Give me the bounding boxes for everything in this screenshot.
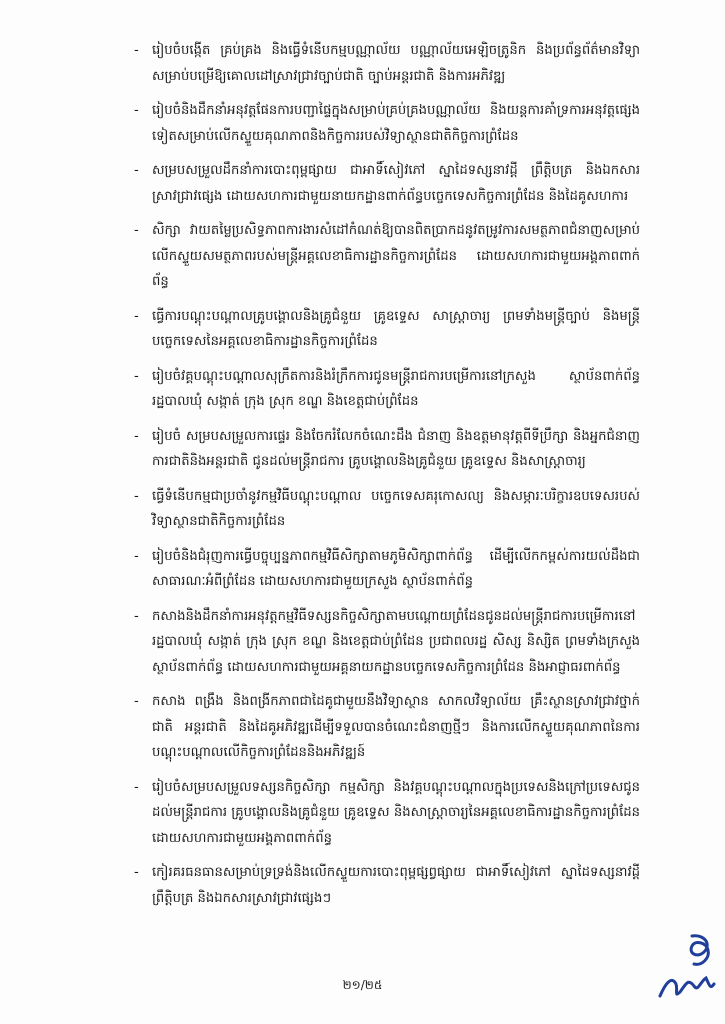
list-item bbox=[128, 424, 640, 475]
signature-stroke-lower bbox=[660, 978, 714, 996]
list-item-text: សិក្សា វាយតម្លៃប្រសិទ្ធភាពការងារសំដៅកំណត់ឱ្យបានពិតប្រាកដនូវតម្រូវការសមត្ថភាពជំនាញសម្រាប់លើកស្ទួយសមត្ថភាពរបស់មន្ត្រីអគ្គលេខាធិការដ្ឋានកិច្ចការព្រំដែន ដោយសហការជាមួយអង្គភាពពាក់ព័ន្ធ bbox=[152, 223, 640, 289]
list-item bbox=[128, 364, 640, 415]
duty-list bbox=[128, 38, 640, 920]
bullet-dash: - bbox=[134, 608, 139, 624]
list-item bbox=[128, 775, 640, 852]
list-item bbox=[128, 304, 640, 355]
bullet-dash: - bbox=[134, 865, 139, 880]
list-item-text: កសាងនិងដឹកនាំការអនុវត្តកម្មវិធីទស្សនកិច្ចសិក្សាតាមបណ្តោយព្រំដែនជូនដល់មន្ត្រីរាជការបម្រើការនៅរដ្ឋបាលឃុំ សង្កាត់ ក្រុង ស្រុក ខណ្ឌ និងខេត្តជាប់ព្រំដែន ប្រជាពលរដ្ឋ សិស្ស និស្សិត ព្រមទាំងក្រសួង ស្ថាប័នពាក់ព័ន្ធ ដោយសហការជាមួយអគ្គនាយកដ្ឋានបច្ចេកទេសកិច្ចការព្រំដែន និងអាជ្ញាធរពាក់ព័ន្ធ bbox=[152, 608, 640, 675]
bullet-dash: - bbox=[134, 779, 139, 795]
list-item-text: ធ្វើទំនើបកម្មជាប្រចាំនូវកម្មវិធីបណ្តុះបណ្តាល បច្ចេកទេសគរុកោសល្យ និងសម្ភារៈបរិក្ខារឧបទេសរបស់វិទ្យាស្ថានជាតិកិច្ចការព្រំដែន bbox=[152, 488, 640, 529]
bullet-dash: - bbox=[134, 308, 139, 324]
bullet-dash: - bbox=[134, 223, 139, 238]
list-item-text: រៀបចំនិងដឹកនាំអនុវត្តផែនការបញ្ជាផ្ទៃក្នុងសម្រាប់គ្រប់គ្រងបណ្ណាល័យ និងយន្តការគាំទ្រការអនុវត្តផ្សេងទៀតសម្រាប់លើកស្ទួយគុណភាពនិងកិច្ចការរបស់វិទ្យាស្ថានជាតិកិច្ចការព្រំដែន bbox=[152, 103, 640, 144]
bullet-dash: - bbox=[134, 368, 139, 384]
page-number: ២១/២៥ bbox=[342, 978, 383, 992]
list-item-text: ធ្វើការបណ្តុះបណ្តាលគ្រូបង្គោលនិងគ្រូជំនួយ គ្រូឧទ្ទេស សាស្ត្រាចារ្យ ព្រមទាំងមន្ត្រីច្បាប់ និងមន្ត្រីបច្ចេកទេសនៃអគ្គលេខាធិការដ្ឋានកិច្ចការព្រំដែន bbox=[152, 308, 640, 349]
list-item bbox=[128, 484, 640, 535]
list-item bbox=[128, 604, 640, 681]
list-item bbox=[128, 158, 640, 209]
list-item-text: រៀបចំបង្កើត គ្រប់គ្រង និងធ្វើទំនើបកម្មបណ្ណាល័យ បណ្ណាល័យអេឡិចត្រូនិក និងប្រព័ន្ធព័ត៌មានវិទ្យា សម្រាប់បម្រើឱ្យគោលដៅស្រាវជ្រាវច្បាប់ជាតិ ច្បាប់អន្តរជាតិ និងការអភិវឌ្ឍ bbox=[152, 43, 640, 84]
bullet-dash: - bbox=[134, 548, 139, 564]
list-item-text: រៀបចំ សម្របសម្រួលការផ្ទេរ និងចែករំលែកចំណេះដឹង ជំនាញ និងឧត្តមានុវត្តពីទីប្រឹក្សា និងអ្នកជំនាញការជាតិនិងអន្តរជាតិ ជូនដល់មន្ត្រីរាជការ គ្រូបង្គោលនិងគ្រូជំនួយ គ្រូឧទ្ទេស និងសាស្ត្រាចារ្យ bbox=[152, 428, 640, 469]
bullet-dash: - bbox=[134, 694, 139, 709]
list-item-text: រៀបចំសម្របសម្រួលទស្សនកិច្ចសិក្សា កម្មសិក្សា និងវគ្គបណ្តុះបណ្តាលក្នុងប្រទេសនិងក្រៅប្រទេសជូនដល់មន្ត្រីរាជការ គ្រូបង្គោលនិងគ្រូជំនួយ គ្រូឧទ្ទេស និងសាស្ត្រាចារ្យនៃអគ្គលេខាធិការដ្ឋានកិច្ចការព្រំដែន ដោយសហការជាមួយអង្គភាពពាក់ព័ន្ធ bbox=[152, 779, 640, 846]
list-item-text: កៀរគរធនធានសម្រាប់ទ្រទ្រង់និងលើកស្ទួយការបោះពុម្ពផ្សព្វផ្សាយ ជាអាទិ៍សៀវភៅ ស្នាដៃទស្សនាវដ្តី ព្រឹត្តិបត្រ និងឯកសារស្រាវជ្រាវផ្សេងៗ bbox=[152, 865, 640, 906]
bullet-dash: - bbox=[134, 488, 139, 504]
bullet-dash: - bbox=[134, 163, 139, 178]
list-item-text: កសាង ពង្រឹង និងពង្រីកភាពជាដៃគូជាមួយនឹងវិទ្យាស្ថាន សាកលវិទ្យាល័យ គ្រឹះស្ថានស្រាវជ្រាវថ្នាក់ជាតិ អន្តរជាតិ និងដៃគូអភិវឌ្ឍដើម្បីទទួលបានចំណេះជំនាញថ្មីៗ និងការលើកស្ទួយគុណភាពនៃការបណ្តុះបណ្តាលលើកិច្ចការព្រំដែននិងអភិវឌ្ឍន៍ bbox=[152, 694, 640, 760]
list-item-text: រៀបចំវគ្គបណ្តុះបណ្តាលសុក្រឹតការនិងរំក្រឹកការជូនមន្ត្រីរាជការបម្រើការនៅក្រសួង ស្ថាប័នពាក់ព័ន្ធ រដ្ឋបាលឃុំ សង្កាត់ ក្រុង ស្រុក ខណ្ឌ និងខេត្តជាប់ព្រំដែន bbox=[152, 368, 640, 409]
bullet-dash: - bbox=[134, 428, 139, 444]
signature-stroke-upper bbox=[691, 936, 708, 965]
handwritten-initials-signature bbox=[654, 932, 716, 1002]
list-item-text: រៀបចំនិងជំរុញការធ្វើបច្ចុប្បន្នភាពកម្មវិធីសិក្សាតាមភូមិសិក្សាពាក់ព័ន្ធ ដើម្បីលើកកម្ពស់ការយល់ដឹងជាសាធារណៈអំពីព្រំដែន ដោយសហការជាមួយក្រសួង ស្ថាប័នពាក់ព័ន្ធ bbox=[152, 548, 640, 589]
list-item bbox=[128, 860, 640, 911]
bullet-dash: - bbox=[134, 103, 139, 118]
list-item bbox=[128, 38, 640, 89]
list-item bbox=[128, 98, 640, 149]
list-item-text: សម្របសម្រួលដឹកនាំការបោះពុម្ពផ្សាយ ជាអាទិ៍សៀវភៅ ស្នាដៃទស្សនាវដ្តី ព្រឹត្តិបត្រ និងឯកសារស្រាវជ្រាវផ្សេង ដោយសហការជាមួយនាយកដ្ឋានពាក់ព័ន្ធបច្ចេកទេសកិច្ចការព្រំដែន និងដៃគូសហការ bbox=[152, 163, 640, 204]
list-item bbox=[128, 689, 640, 766]
list-item bbox=[128, 544, 640, 595]
bullet-dash: - bbox=[134, 43, 139, 58]
list-item bbox=[128, 218, 640, 295]
